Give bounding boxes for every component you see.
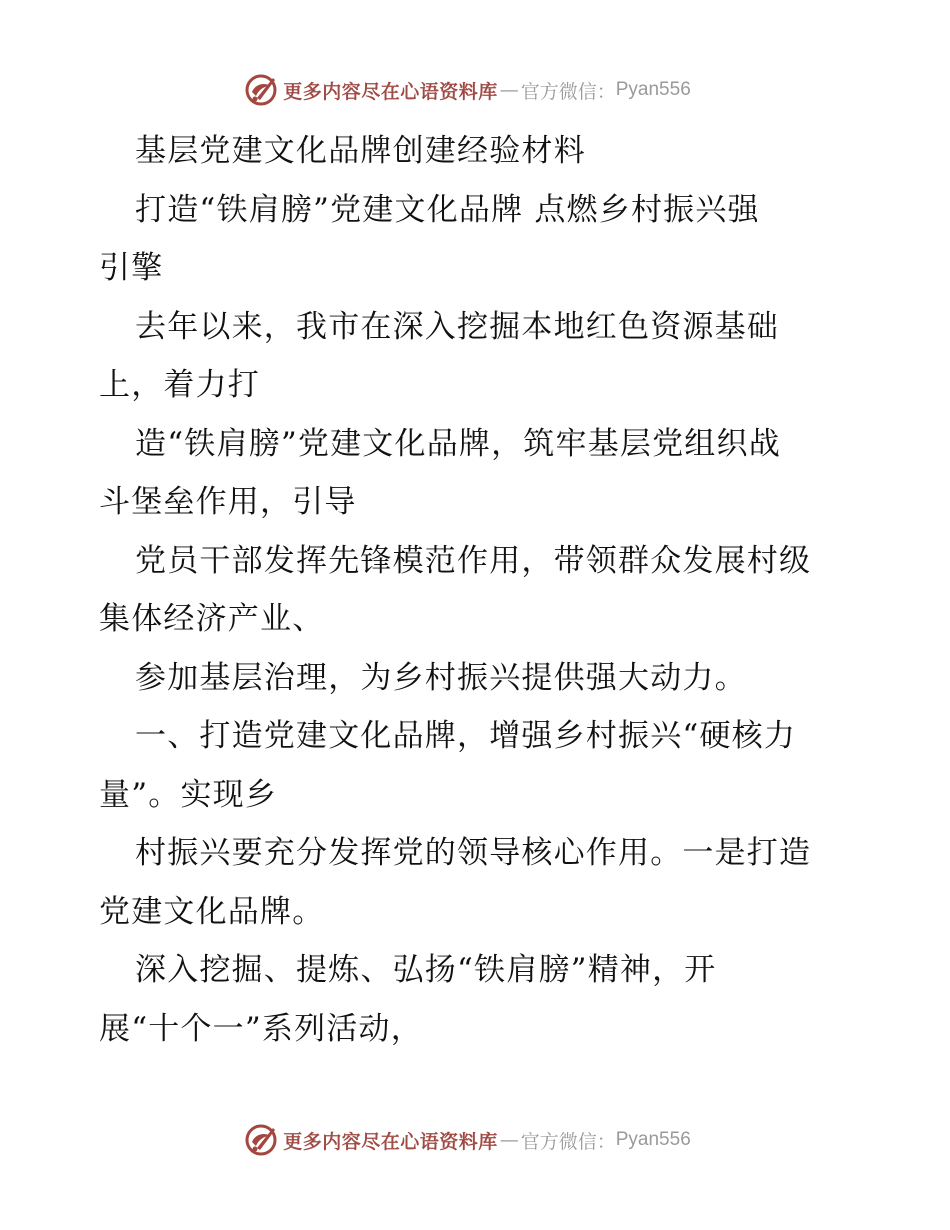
document-subtitle-line: 打造“铁肩膀”党建文化品牌 点燃乡村振兴强 [135, 191, 760, 228]
document-subtitle-line: 引擎 [99, 250, 164, 286]
watermark-wechat-id: Pyan556 [615, 79, 691, 100]
paragraph-line: 上，着力打 [99, 367, 260, 403]
brand-logo-icon [243, 72, 279, 108]
watermark-brand-text: 更多内容尽在心语资料库 [283, 1130, 498, 1153]
watermark-inner [243, 72, 691, 108]
paragraph-line: 党员干部发挥先锋模范作用，带领群众发展村级 [135, 542, 812, 579]
brand-logo-icon [243, 1122, 279, 1158]
paragraph-line: 斗堡垒作用，引导 [99, 484, 357, 520]
paragraph-line: 党建文化品牌。 [99, 893, 325, 930]
paragraph-line: 展“十个一”系列活动， [99, 1010, 423, 1047]
document-body [99, 122, 859, 1058]
watermark-brand-text: 更多内容尽在心语资料库 [283, 80, 498, 103]
watermark-dash: — [499, 79, 519, 101]
watermark-contact-label: 官方微信： [520, 1130, 616, 1153]
footer-watermark [0, 1120, 950, 1160]
paragraph-line: 村振兴要充分发挥党的领导核心作用。一是打造 [135, 835, 812, 871]
section-heading-line: 量”。实现乡 [99, 776, 278, 813]
document-title: 基层党建文化品牌创建经验材料 [135, 133, 586, 169]
watermark-inner [243, 1122, 691, 1158]
paragraph-line: 去年以来，我市在深入挖掘本地红色资源基础 [135, 308, 779, 345]
watermark-wechat-id: Pyan556 [615, 1129, 691, 1150]
paragraph-line: 深入挖掘、提炼、弘扬“铁肩膀”精神，开 [135, 952, 717, 988]
watermark-dash: — [499, 1129, 519, 1151]
paragraph-line: 集体经济产业、 [99, 601, 325, 637]
paragraph-line: 造“铁肩膀”党建文化品牌，筑牢基层党组织战 [135, 425, 781, 462]
watermark-contact-label: 官方微信： [520, 80, 616, 103]
paragraph-line: 参加基层治理，为乡村振兴提供强大动力。 [135, 659, 747, 696]
section-heading-line: 一、打造党建文化品牌，增强乡村振兴“硬核力 [135, 718, 797, 754]
header-watermark [0, 70, 950, 110]
